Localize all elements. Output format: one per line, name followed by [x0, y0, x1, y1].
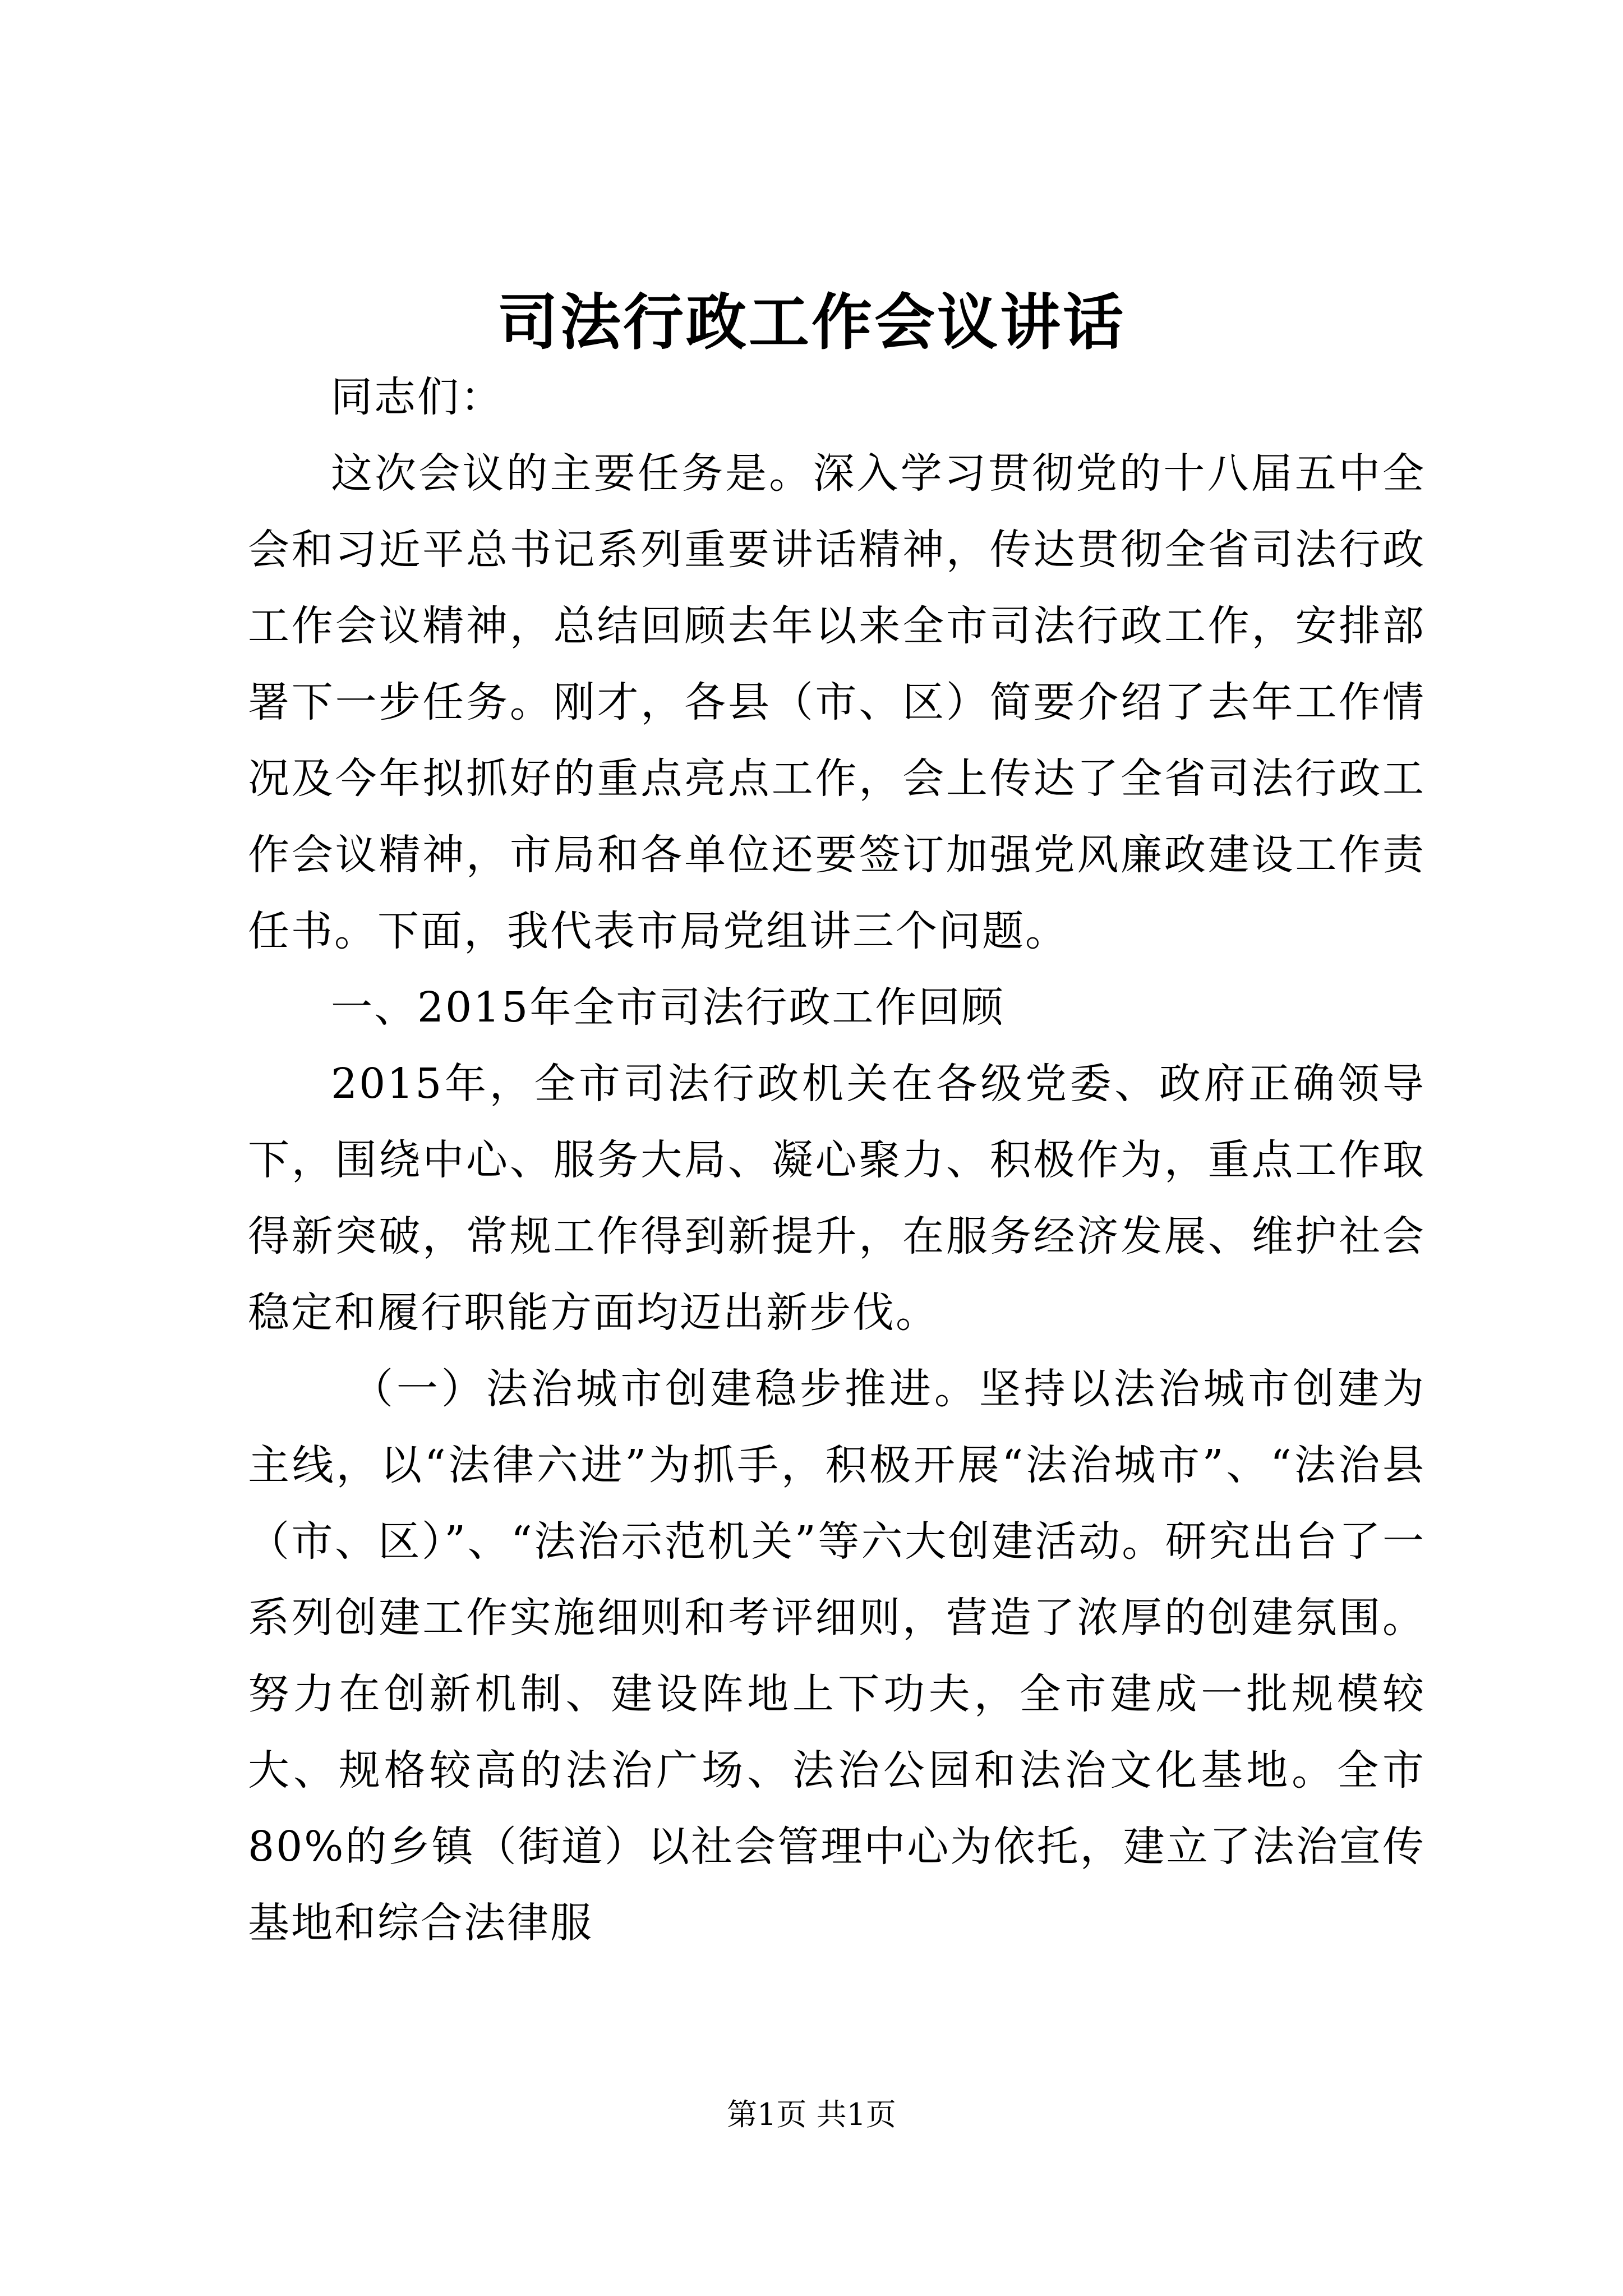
section-heading: 一、2015年全市司法行政工作回顾 [331, 983, 1005, 1032]
salutation-paragraph: 同志们： [331, 373, 504, 421]
document-title: 司法行政工作会议讲话 [497, 287, 1126, 358]
page-footer: 第1页 共1页 [727, 2097, 896, 2132]
subsection-paragraph: （一）法治城市创建稳步推进。坚持以法治城市创建为主线，以“法律六进”为抓手，积极开展“法治城市”、“法治县（市、区）”、“法治示范机关”等六大创建活动。研究出台了一系列创建工作实施细则和考评细则，营造了浓厚的创建氛围。努力在创新机制、建设阵地上下功夫，全市建成一批规模较大、规格较高的法治广场、法治公园和法治文化基地。全市80%的乡镇（街道）以社会管理中心为依托，建立了法治宣传基地和综合法律服 [248, 1365, 1426, 1947]
summary-paragraph: 2015年，全市司法行政机关在各级党委、政府正确领导下，围绕中心、服务大局、凝心聚力、积极作为，重点工作取得新突破，常规工作得到新提升，在服务经济发展、维护社会稳定和履行职能方面均迈出新步伐。 [248, 1060, 1426, 1337]
intro-paragraph: 这次会议的主要任务是。深入学习贯彻党的十八届五中全会和习近平总书记系列重要讲话精神，传达贯彻全省司法行政工作会议精神，总结回顾去年以来全市司法行政工作，安排部署下一步任务。刚才，各县（市、区）简要介绍了去年工作情况及今年拟抓好的重点亮点工作，会上传达了全省司法行政工作会议精神，市局和各单位还要签订加强党风廉政建设工作责任书。下面，我代表市局党组讲三个问题。 [248, 449, 1426, 955]
document-body [248, 359, 1426, 1961]
